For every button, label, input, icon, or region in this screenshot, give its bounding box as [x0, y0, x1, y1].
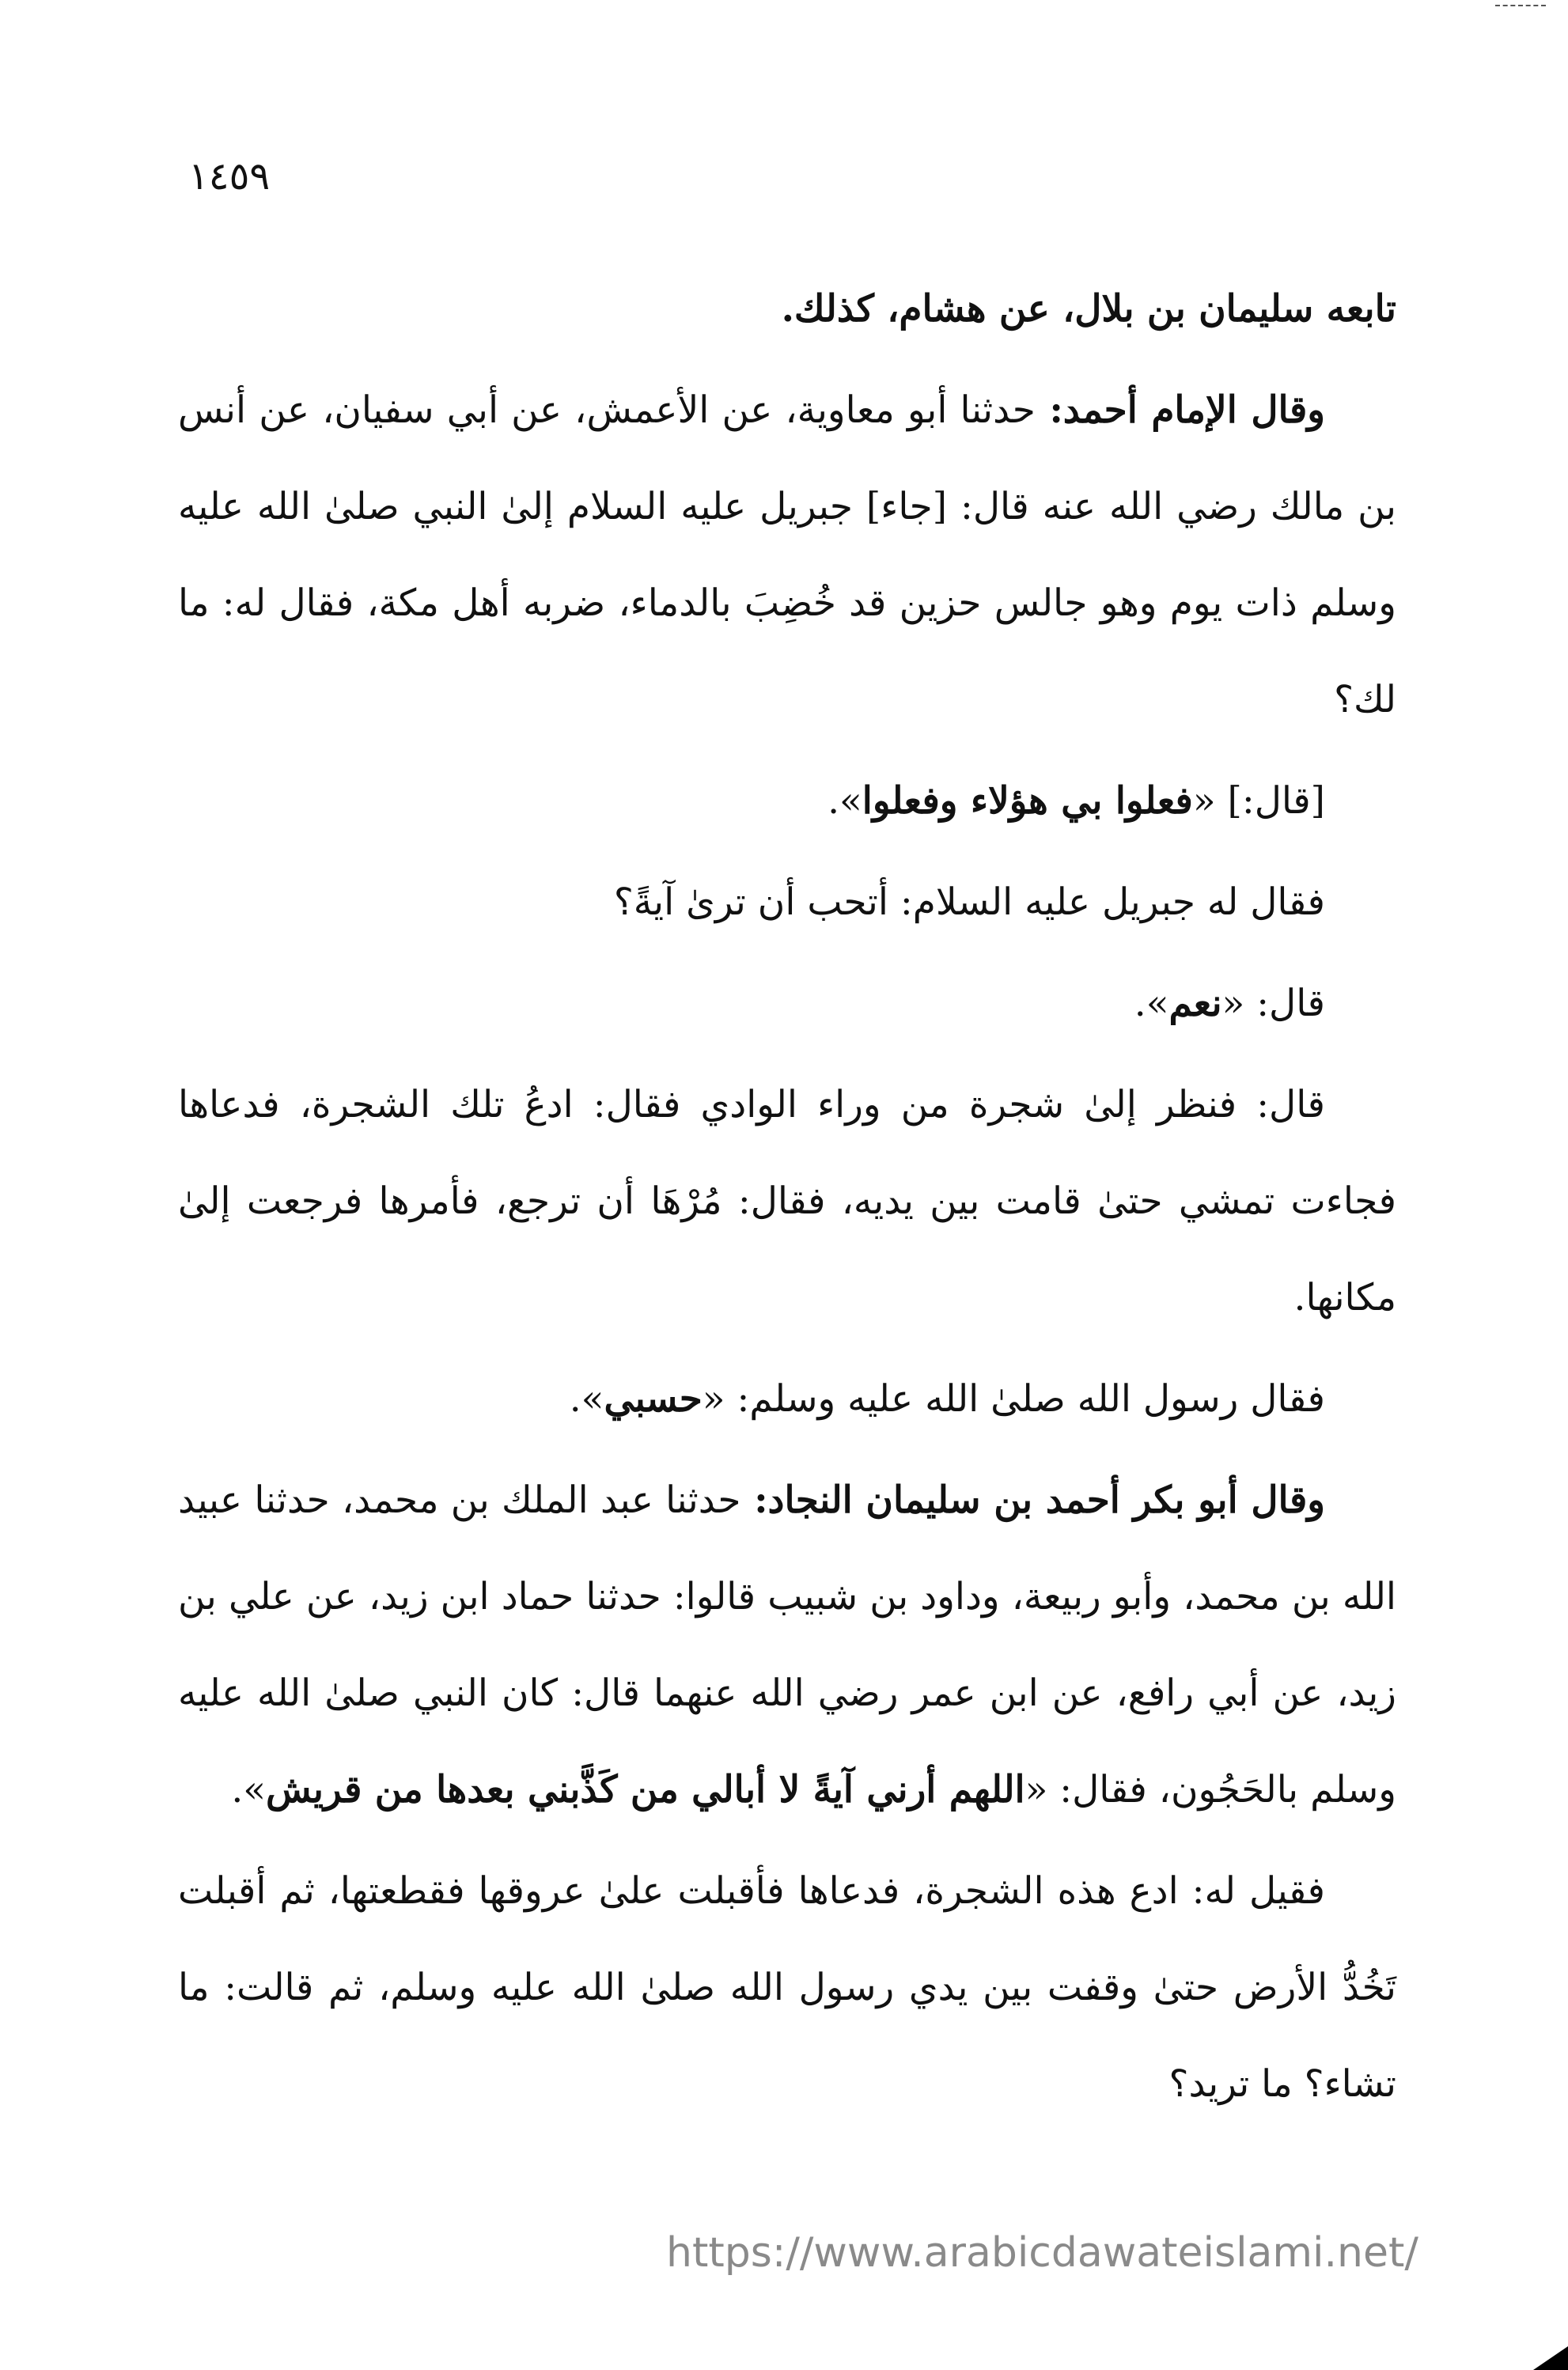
text-segment: فقال رسول الله صلىٰ الله عليه وسلم: «: [702, 1377, 1325, 1421]
paragraph-8: [178, 1452, 1396, 1838]
paragraph-1: [178, 261, 1396, 358]
text-segment: اللهم أرني آيةً لا أبالي من كَذَّبني بعدها من قريش: [266, 1768, 1025, 1812]
text-segment: قال: «: [1221, 982, 1325, 1025]
paragraph-9: [178, 1843, 1396, 2133]
text-segment: ».: [231, 1768, 267, 1812]
text-segment: نعم: [1168, 982, 1222, 1025]
text-segment: وقال أبو بكر أحمد بن سليمان النجاد:: [740, 1478, 1325, 1522]
text-segment: قال: فنظر إلىٰ شجرة من وراء الوادي فقال: ادعُ تلك الشجرة، فدعاها فجاءت تمشي حتىٰ قامت بين يديه، فقال: مُرْهَا أن ترجع، فأمرها فرجعت إلىٰ مكانها.: [178, 1083, 1396, 1319]
paragraph-5: [178, 956, 1396, 1052]
watermark-url: https://www.arabicdawateislami.net/: [666, 2229, 1418, 2277]
text-segment: حدثنا أبو معاوية، عن الأعمش، عن أبي سفيان، عن أنس بن مالك رضي الله عنه قال: [جاء] جبريل عليه السلام إلىٰ النبي صلىٰ الله عليه وسلم ذات يوم وهو جالس حزين قد خُضِبَ بالدماء، ضربه أهل مكة، فقال له: ما لك؟: [178, 388, 1396, 721]
text-segment: حدثنا عبد الملك بن محمد، حدثنا عبيد الله بن محمد، وأبو ربيعة، وداود بن شبيب قالوا: حدثنا حماد ابن زيد، عن علي بن زيد، عن أبي رافع، عن ابن عمر رضي الله عنهما قال: كان النبي صلىٰ الله عليه وسلم بالحَجُون، فقال: «: [178, 1478, 1396, 1812]
text-segment: [قال:] «: [1192, 779, 1325, 823]
page-corner-mark: [1533, 2346, 1568, 2370]
text-segment: فعلوا بي هؤلاء وفعلوا: [862, 779, 1193, 823]
text-segment: ».: [828, 779, 862, 823]
text-segment: ».: [1134, 982, 1169, 1025]
paragraph-4: [178, 854, 1396, 951]
paragraph-3: [178, 753, 1396, 850]
text-segment: فقال له جبريل عليه السلام: أتحب أن ترىٰ آيةً؟: [613, 880, 1325, 924]
text-segment: فقيل له: ادع هذه الشجرة، فدعاها فأقبلت علىٰ عروقها فقطعتها، ثم أقبلت تَخُدُّ الأرض حتىٰ وقفت بين يدي رسول الله صلىٰ الله عليه وسلم، ثم قالت: ما تشاء؟ ما تريد؟: [178, 1869, 1396, 2106]
text-segment: حسبي: [604, 1377, 703, 1421]
page-number: ١٤٥٩: [188, 154, 271, 199]
page-body-text: [178, 261, 1396, 2133]
paragraph-7: [178, 1351, 1396, 1448]
text-segment: وقال الإمام أحمد:: [1035, 388, 1326, 432]
paragraph-2: [178, 362, 1396, 748]
text-segment: ».: [569, 1377, 604, 1421]
text-segment: تابعه سليمان بن بلال، عن هشام، كذلك.: [781, 287, 1396, 331]
top-edge-rule: [1495, 5, 1546, 6]
paragraph-6: [178, 1057, 1396, 1346]
